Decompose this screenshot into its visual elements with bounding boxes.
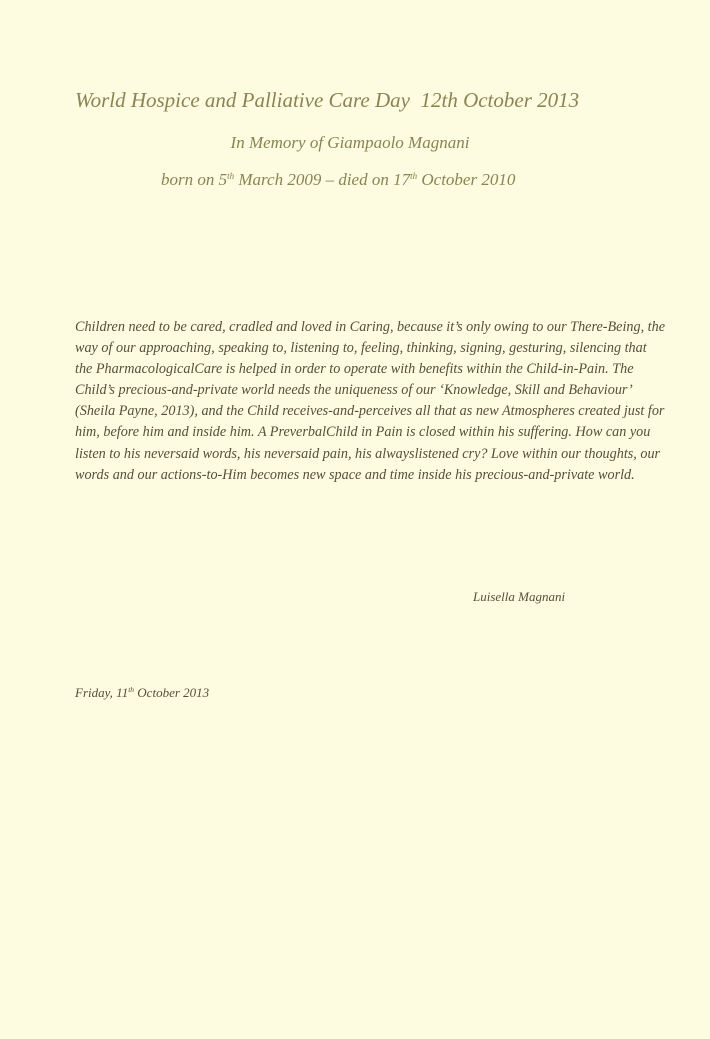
document-date [75, 685, 209, 701]
birth-death-dates [161, 170, 515, 190]
memorial-line: In Memory of Giampaolo Magnani [230, 133, 470, 152]
date-prefix: Friday, 11 [75, 685, 129, 700]
document-title: World Hospice and Palliative Care Day 12th October 2013 [75, 88, 580, 112]
body-paragraph: Children need to be cared, cradled and loved in Caring, because it’s only owing to our There-Being, the way of our approaching, speaking to, listening to, feeling, thinking, signing, gesturing, silencing that the PharmacologicalCare is helped in order to operate with benefits within the Child-in-Pain. The Child’s precious-and-private world needs the uniqueness of our ‘Knowledge, Skill and Behaviour’ (Sheila Payne, 2013), and the Child receives-and-perceives all that as new Atmospheres created just for him, before him and inside him. A PreverbalChild in Pain is closed within his suffering. How can you listen to his neversaid words, his neversaid pain, his alwayslistened cry? Love within our thoughts, our words and our actions-to-Him becomes new space and time inside his precious-and-private world. [75, 319, 665, 483]
date-ordinal: th [128, 685, 135, 694]
born-prefix: born on 5 [161, 170, 228, 189]
died-rest: October 2010 [417, 170, 516, 189]
author-signature: Luisella Magnani [473, 589, 566, 604]
date-rest: October 2013 [134, 685, 210, 700]
born-ordinal: th [227, 171, 235, 181]
died-ordinal: th [410, 171, 418, 181]
born-mid: March 2009 – died on 17 [234, 170, 411, 189]
